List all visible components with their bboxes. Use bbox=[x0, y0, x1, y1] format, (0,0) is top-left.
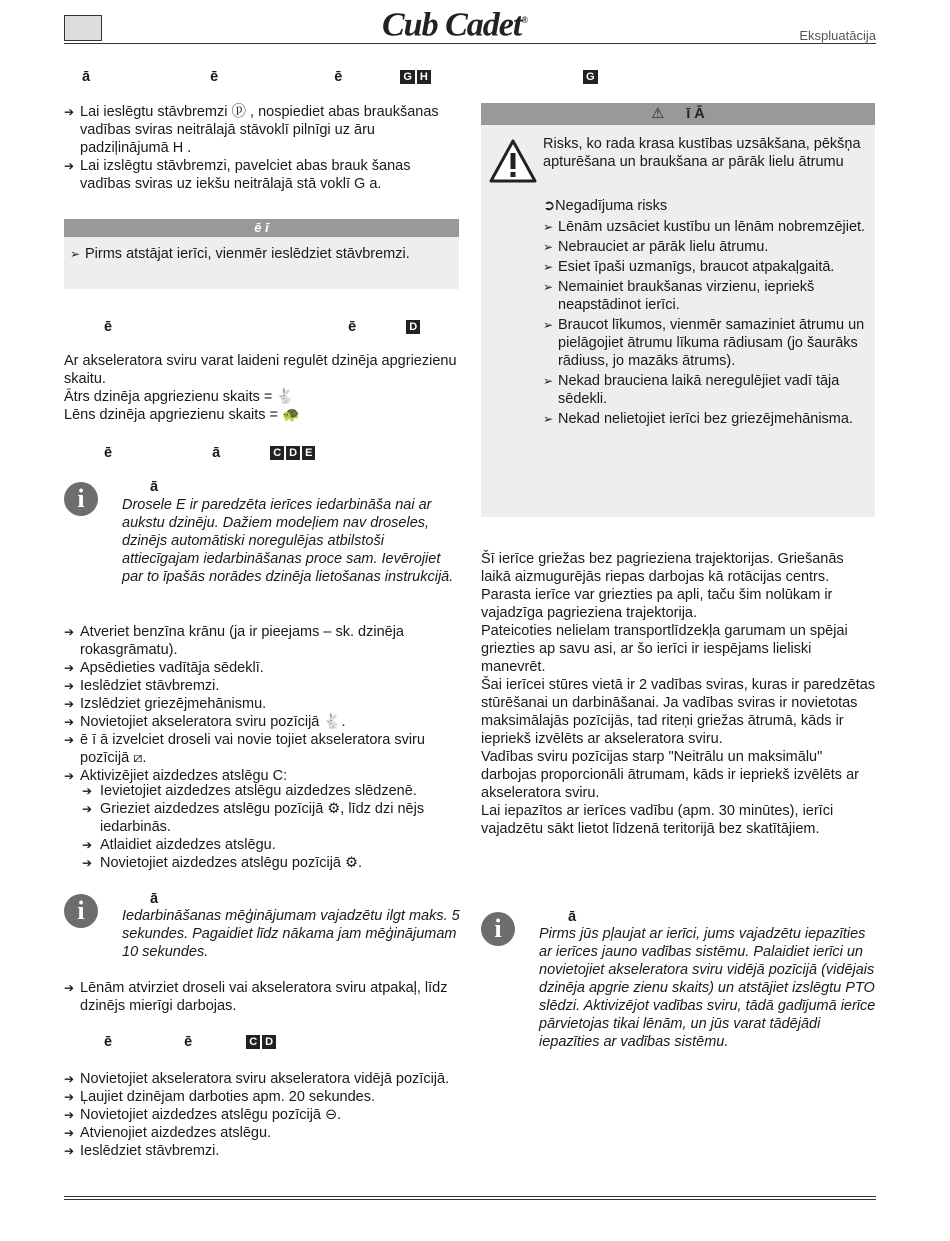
figure-tag: E bbox=[302, 446, 315, 460]
section-title: Ekspluatācija bbox=[799, 28, 876, 43]
paragraph: Lēns dzinēja apgriezienu skaits = 🐢 bbox=[64, 407, 301, 423]
info-title: ā bbox=[568, 909, 577, 925]
figure-tag: C bbox=[246, 1035, 260, 1049]
list-item: ➢ Nekad brauciena laikā neregulējiet vadī tāja sēdekli. bbox=[543, 372, 868, 408]
list-item: ➔ Ieslēdziet stāvbremzi. bbox=[64, 677, 464, 695]
footer-rule bbox=[64, 1196, 876, 1197]
heading-char: ē bbox=[334, 69, 343, 85]
list-item: ➔ Ievietojiet aizdedzes atslēgu aizdedzes slēdzenē. bbox=[64, 782, 474, 800]
list-item: ➔ Atvienojiet aizdedzes atslēgu. bbox=[64, 1124, 464, 1142]
list-item: ➢ Nemainiet braukšanas virzienu, iepriekš neapstādinot ierīci. bbox=[543, 278, 868, 314]
figure-tag: D bbox=[406, 320, 420, 334]
figure-tag: C bbox=[270, 446, 284, 460]
note-bar: ē ī bbox=[64, 219, 459, 237]
figure-tag: H bbox=[417, 70, 431, 84]
info-text: Iedarbināšanas mēģinājumam vajadzētu ilgt maks. 5 sekundes. Pagaidiet līdz nākama jam mēģinājumam 10 sekundes. bbox=[122, 908, 460, 960]
list-item: ➔ Novietojiet aizdedzes atslēgu pozīcijā ⊖. bbox=[64, 1106, 464, 1124]
list-item: ➔ Atlaidiet aizdedzes atslēgu. bbox=[64, 836, 474, 854]
warning-bar-title: ī Ā bbox=[686, 106, 705, 122]
heading-char: ā bbox=[212, 445, 221, 461]
heading-parking-brake bbox=[82, 68, 462, 86]
heading-start-engine bbox=[104, 444, 464, 462]
list-item: ➔ Novietojiet aizdedzes atslēgu pozīcijā ⚙. bbox=[64, 854, 474, 872]
warning-bar bbox=[481, 103, 875, 125]
key-steps-list bbox=[64, 782, 474, 872]
note-box bbox=[64, 219, 459, 289]
parking-brake-list bbox=[64, 103, 444, 193]
figure-tag: D bbox=[286, 446, 300, 460]
heading-throttle bbox=[104, 318, 464, 336]
heading-char: ē bbox=[210, 69, 219, 85]
list-item: ➔ Novietojiet akseleratora sviru akseleratora vidējā pozīcijā. bbox=[64, 1070, 464, 1088]
heading-char: ā bbox=[82, 69, 91, 85]
paragraph: Ātrs dzinēja apgriezienu skaits = 🐇 bbox=[64, 389, 295, 405]
list-item: ➔ Lai ieslēgtu stāvbremzi ⓟ , nospiediet abas braukšanas vadības sviras neitrālajā stāvoklī pilnīgi uz āru padziļinājumā H . bbox=[64, 103, 444, 157]
start-steps-list bbox=[64, 623, 464, 785]
list-item: ➔ Atveriet benzīna krānu (ja ir pieejams – sk. dzinēja rokasgrāmatu). bbox=[64, 623, 464, 659]
body-text bbox=[481, 550, 876, 838]
page-number-box bbox=[64, 15, 102, 41]
paragraph: Vadības sviru pozīcijas starp "Neitrālu un maksimālu" darbojas proporcionāli ātrumam, kāds ir iepriekš izvēlēts ar akseleratora sviru. bbox=[481, 749, 859, 801]
header-rule bbox=[64, 43, 876, 44]
list-item: ➢ Braucot līkumos, vienmēr samaziniet ātrumu un pielāgojiet ātrumu līkuma rādiusam (jo šaurāks rādiuss, jo mazāks ātrums). bbox=[543, 316, 868, 370]
list-item: ➔ Lēnām atvirziet droseli vai akseleratora sviru atpakaļ, līdz dzinējs mierīgi darbojas. bbox=[64, 979, 464, 1015]
paragraph: Pateicoties nelielam transportlīdzekļa garumam un spējai griezties ap savu asi, ar šo ierīci ir iespējams lieliski manevrēt. bbox=[481, 623, 848, 675]
heading-char: ē bbox=[184, 1034, 193, 1050]
list-item: ➢ Nebrauciet ar pārāk lielu ātrumu. bbox=[543, 238, 868, 256]
list-item: ➔ Apsēdieties vadītāja sēdeklī. bbox=[64, 659, 464, 677]
figure-tag: D bbox=[262, 1035, 276, 1049]
list-item: ➔ Grieziet aizdedzes atslēgu pozīcijā ⚙, līdz dzi nējs iedarbinās. bbox=[64, 800, 474, 836]
heading-driving bbox=[582, 68, 599, 86]
info-icon: i bbox=[481, 912, 515, 946]
brand-logo: Cub Cadet® bbox=[382, 6, 528, 44]
list-item: ➢ Esiet īpaši uzmanīgs, braucot atpakaļgaitā. bbox=[543, 258, 868, 276]
list-item: ➔ Izslēdziet griezējmehānismu. bbox=[64, 695, 464, 713]
info-text: Drosele E ir paredzēta ierīces iedarbināša nai ar aukstu dzinēju. Dažiem modeļiem nav droseles, dzinējs automātiski noregulējas atbilstoši attiecīgajam iedarbināšanas proce sam. Ievērojiet par to īpašās norādes dzinēja lietošanas instrukcijā. bbox=[122, 497, 454, 585]
heading-char: ē bbox=[104, 445, 113, 461]
warning-box bbox=[481, 103, 875, 517]
stop-steps-list bbox=[64, 1070, 464, 1160]
info-title: ā bbox=[150, 891, 159, 907]
list-item: ➢ Lēnām uzsāciet kustību un lēnām nobremzējiet. bbox=[543, 218, 868, 236]
info-icon: i bbox=[64, 894, 98, 928]
list-item: ➔ Ieslēdziet stāvbremzi. bbox=[64, 1142, 464, 1160]
list-item: ➔ Ļaujiet dzinējam darboties apm. 20 sekundes. bbox=[64, 1088, 464, 1106]
list-item: ➔ ē ī ā izvelciet droseli vai novie tojiet akseleratora sviru pozīcijā ⧄. bbox=[64, 731, 464, 767]
warning-triangle-icon bbox=[489, 139, 537, 183]
warning-intro: Risks, ko rada krasa kustības uzsākšana, pēkšņa apturēšana un braukšana ar pārāk lielu ātrumu bbox=[543, 136, 861, 170]
heading-stop-engine bbox=[104, 1033, 464, 1051]
throttle-text bbox=[64, 352, 464, 424]
paragraph: Šai ierīcei stūres vietā ir 2 vadības sviras, kuras ir paredzētas stūrēšanai un darbināšanai. Ja vadības sviras ir novietotas maksimālajās pozīcijās, tad riteņi griežas ātrumā, kāds ir iepriekš izvēlēts ar akseleratora sviru. bbox=[481, 677, 876, 747]
note-text: ➢ Pirms atstājat ierīci, vienmēr ieslēdziet stāvbremzi. bbox=[70, 245, 440, 263]
list-item: ➔ Aktivizējiet aizdedzes atslēgu C: bbox=[64, 767, 464, 785]
list-item: ➔ Novietojiet akseleratora sviru pozīcijā 🐇. bbox=[64, 713, 464, 731]
paragraph: Ar akseleratora sviru varat laideni regulēt dzinēja apgriezienu skaitu. bbox=[64, 353, 457, 387]
info-text: Pirms jūs pļaujat ar ierīci, jums vajadzētu iepazīties ar ierīces jauno vadības sistēmu. Palaidiet ierīci un novietojiet akseleratora sviru vidējā pozīcijā (vidējais dzinēja apgrie zienu skaits) un atstājiet izslēgtu PTO slēdzi. Aktivizējot vadības sviru, tādā gadījumā ierīce pārvietojas tikai lēnām, un jūs varat tādējādi iepazīties ar vadības sistēmu. bbox=[539, 926, 876, 1050]
list-item: ➢ Nekad nelietojiet ierīci bez griezējmehānisma. bbox=[543, 410, 868, 428]
heading-char: ē bbox=[104, 1034, 113, 1050]
info-icon: i bbox=[64, 482, 98, 516]
warning-list bbox=[543, 218, 868, 430]
list-item: ➔ Lai izslēgtu stāvbremzi, pavelciet abas brauk šanas vadības sviras uz iekšu neitrālajā stā voklī G a. bbox=[64, 157, 444, 193]
footer-rule bbox=[64, 1199, 876, 1200]
info-title: ā bbox=[150, 479, 159, 495]
warning-small-icon: ⚠ bbox=[651, 106, 665, 122]
heading-char: ē bbox=[104, 319, 113, 335]
figure-tag: G bbox=[400, 70, 415, 84]
heading-char: ē bbox=[348, 319, 357, 335]
paragraph: Lai iepazītos ar ierīces vadību (apm. 30 minūtes), ierīci vajadzētu sākt lietot līdzenā teritorijā bez skatītājiem. bbox=[481, 803, 834, 837]
paragraph: Šī ierīce griežas bez pagrieziena trajektorijas. Griešanās laikā aizmugurējās riepas darbojas kā rotācijas centrs. Parasta ierīce var griezties pa apli, taču šim nolūkam ir vajadzīga pagrieziena trajektorija. bbox=[481, 551, 844, 621]
warning-consequence: ➲Negadījuma risks bbox=[543, 198, 668, 214]
after-start-list bbox=[64, 979, 464, 1015]
figure-tag: G bbox=[583, 70, 598, 84]
